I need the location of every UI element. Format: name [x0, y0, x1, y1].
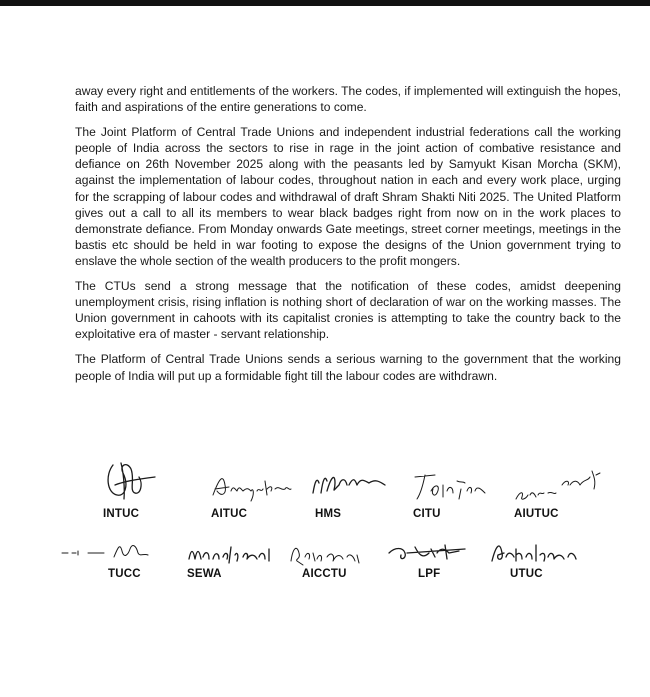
label-intuc: INTUC	[103, 508, 140, 520]
paragraph-4: The Platform of Central Trade Unions sends a serious warning to the government that the working people of India will put up a formidable fight till the labour codes are withdrawn.	[75, 352, 621, 383]
handwritten-signature-aiutuc	[508, 455, 608, 510]
handwritten-signature-intuc	[95, 455, 165, 510]
label-aiutuc: AIUTUC	[514, 508, 559, 520]
statement-body	[75, 83, 621, 393]
handwritten-signature-citu	[405, 455, 495, 510]
label-lpf: LPF	[418, 568, 441, 580]
label-citu: CITU	[413, 508, 441, 520]
handwritten-signature-aituc	[205, 455, 305, 510]
top-edge-bar	[0, 0, 650, 6]
label-tucc: TUCC	[108, 568, 141, 580]
label-hms: HMS	[315, 508, 342, 520]
label-sewa: SEWA	[187, 568, 222, 580]
label-aicctu: AICCTU	[302, 568, 347, 580]
paragraph-1: away every right and entitlements of the workers. The codes, if implemented will extinguish the hopes, faith and aspirations of the entire generations to come.	[75, 84, 621, 115]
handwritten-signature-hms	[305, 455, 395, 510]
label-aituc: AITUC	[211, 508, 248, 520]
paragraph-3: The CTUs send a strong message that the notification of these codes, amidst deepening unemployment crisis, rising inflation is nothing short of declaration of war on the working masses. The Union government in cahoots with its capitalist cronies is attempting to take the country back to the exploitative era of master - servant relationship.	[75, 279, 621, 342]
label-utuc: UTUC	[510, 568, 543, 580]
paragraph-2: The Joint Platform of Central Trade Unions and independent industrial federations call the working people of India across the sectors to rise in rage in the joint action of combative resistance and defiance on 26th November 2025 along with the peasants led by Samyukt Kisan Morcha (SKM), against the implementation of labour codes, throughout nation in each and every work place, urging for the scrapping of labour codes and withdrawal of draft Shram Shakti Niti 2025. The United Platform gives out a call to all its members to wear black badges right from now on in the work places to demonstrate defiance. From Monday onwards Gate meetings, street corner meetings, meetings in the bastis etc should be held in war footing to expose the designs of the Union government trying to enslave the whole section of the wealth producers to the profit mongers.	[75, 125, 621, 268]
signatures-block	[0, 455, 650, 595]
